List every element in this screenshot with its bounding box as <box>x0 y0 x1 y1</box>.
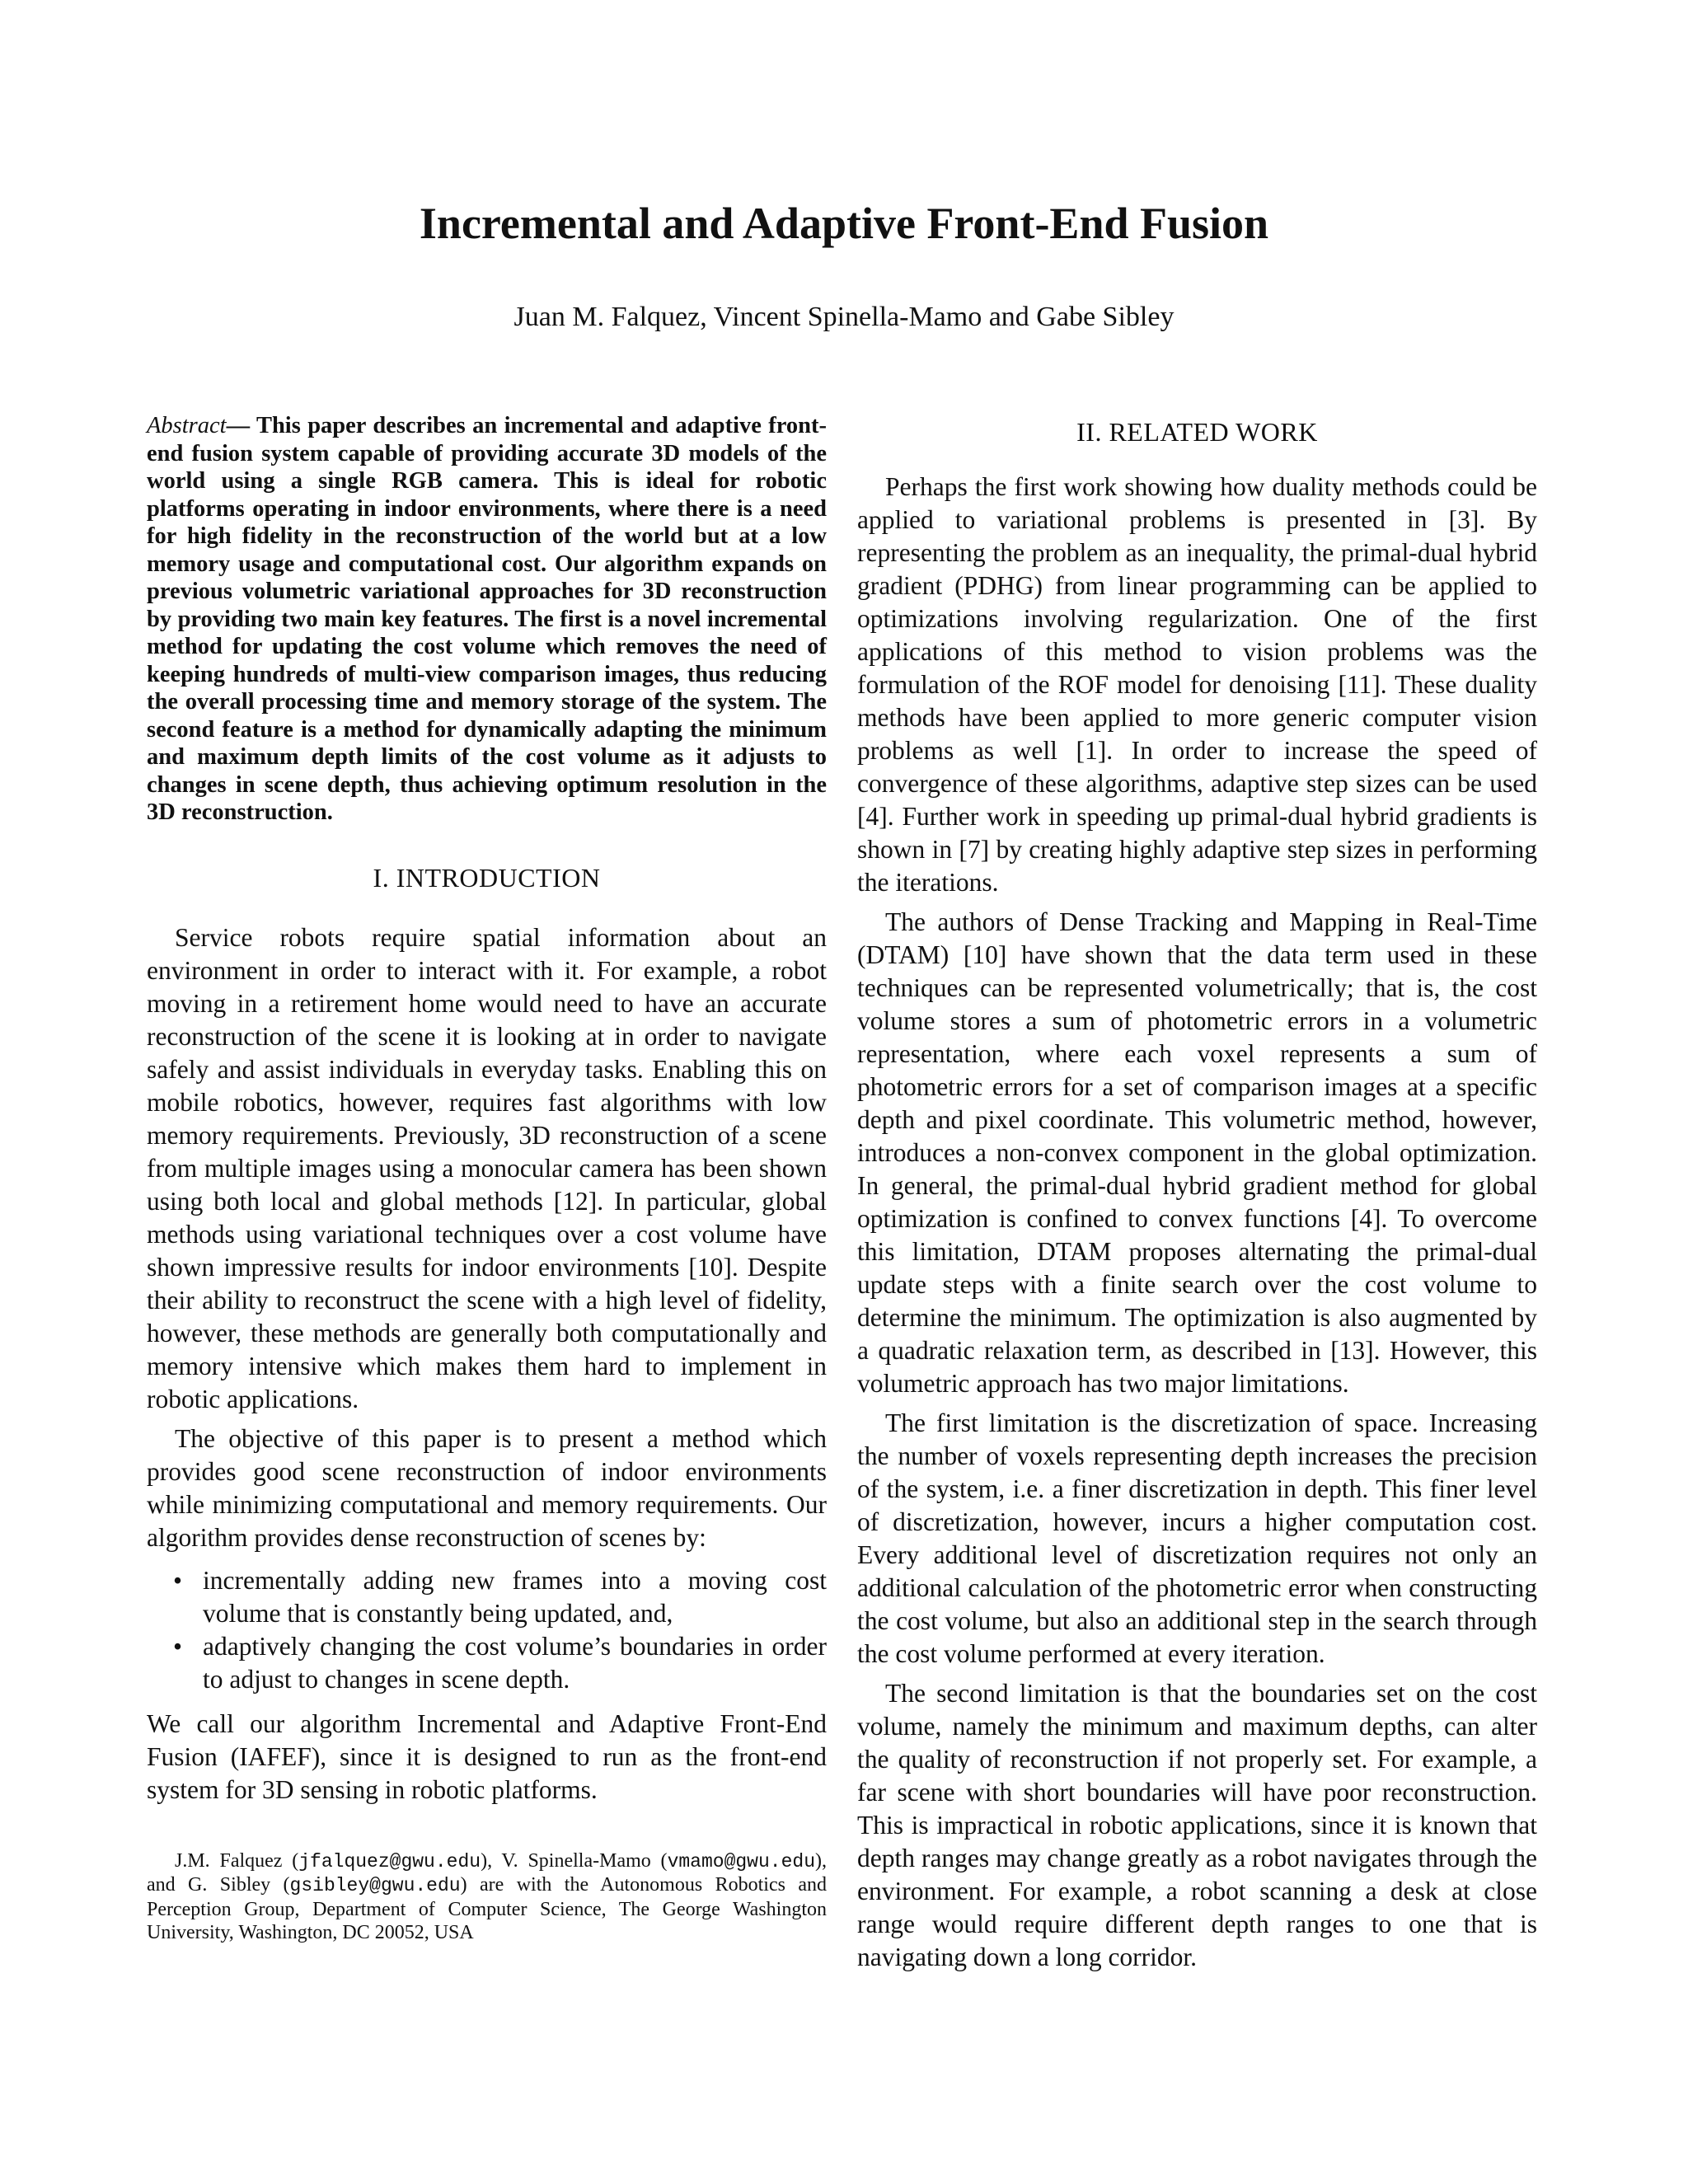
section-heading-related-work: II. RELATED WORK <box>1076 417 1318 447</box>
intro-paragraph-3: We call our algorithm Incremental and Adaptive Front-End Fusion (IAFEF), since it is designed to run as the front-end system for 3D sensing in robotic platforms. <box>147 1708 827 1804</box>
related-paragraph-3: The first limitation is the discretization of space. Increasing the number of voxels representing depth increases the precision of the system, i.e. a finer discretization in depth. This finer level of discretization, however, incurs a higher computation cost. Every additional level of discretization requires not only an additional calculation of the photometric error when constructing the cost volume, but also an additional step in the search through the cost volume performed at every iteration. <box>857 1408 1537 1668</box>
email-link-gsibley[interactable]: gsibley@gwu.edu <box>289 1875 461 1896</box>
footnote-part: J.M. Falquez ( <box>175 1849 299 1872</box>
list-item <box>147 1564 827 1630</box>
abstract-text: This paper describes an incremental and adaptive front-end fusion system capable of providing accurate 3D models of the world using a single RGB camera. This is ideal for robotic platforms operating in indoor environments, where there is a need for high fidelity in the reconstruction of the world but at a low memory usage and computational cost. Our algorithm expands on previous volumetric variational approaches for 3D reconstruction by providing two main key features. The first is a novel incremental method for updating the cost volume which removes the need of keeping hundreds of multi-view comparison images, thus reducing the overall processing time and memory storage of the system. The second feature is a method for dynamically adapting the minimum and maximum depth limits of the cost volume as it adjusts to changes in scene depth, thus achieving optimum resolution in the 3D reconstruction. <box>147 413 827 825</box>
footnote-part: ), V. Spinella-Mamo ( <box>481 1849 668 1872</box>
paper-title: Incremental and Adaptive Front-End Fusion <box>419 199 1269 248</box>
email-link-vmamo[interactable]: vmamo@gwu.edu <box>667 1850 815 1872</box>
related-paragraph-4: The second limitation is that the boundaries set on the cost volume, namely the minimum and maximum depths, can alter the quality of reconstruction if not properly set. For example, a far scene with short boundaries will have poor reconstruction. This is impractical in robotic applications, since it is known that depth ranges may change greatly as a robot navigates through the environment. For example, a robot scanning a desk at close range would require different depth ranges to one that is navigating down a long corridor. <box>857 1679 1537 1971</box>
abstract-dash: — <box>226 413 251 438</box>
footnote-part: ) are with the Autonomous Robotics and Perception Group, Department of Computer Science, The George Washington University, Washington, DC 20052, USA <box>147 1874 828 1943</box>
footnote-text <box>147 1849 827 1945</box>
right-column <box>857 412 1537 1980</box>
list-item <box>147 1630 827 1696</box>
email-link-falquez[interactable]: jfalquez@gwu.edu <box>298 1850 481 1872</box>
list-item-text: adaptively changing the cost volume’s boundaries in order to adjust to changes in scene depth. <box>203 1631 827 1694</box>
author-footnote <box>147 1849 827 1945</box>
bullet-icon: • <box>173 1631 183 1661</box>
abstract-label: Abstract <box>147 413 227 438</box>
related-paragraph-2: The authors of Dense Tracking and Mapping in Real-Time (DTAM) [10] have shown that the data term used in these techniques can be represented volumetrically; that is, the cost volume stores a sum of photometric errors in a volumetric representation, where each voxel represents a sum of photometric errors for a set of comparison images at a specific depth and pixel coordinate. This volumetric method, however, introduces a non-convex component in the global optimization. In general, the primal-dual hybrid gradient method for global optimization is confined to convex functions [4]. To overcome this limitation, DTAM proposes alternating the primal-dual update steps with a finite search over the cost volume to determine the minimum. The optimization is also augmented by a quadratic relaxation term, as described in [13]. However, this volumetric approach has two major limitations. <box>857 907 1537 1398</box>
intro-paragraph-2: The objective of this paper is to present a method which provides good scene reconstruction of indoor environments while minimizing computational and memory requirements. Our algorithm provides dense reconstruction of scenes by: <box>147 1423 827 1552</box>
author-list: Juan M. Falquez, Vincent Spinella-Mamo and Gabe Sibley <box>513 302 1175 332</box>
footnote-part: ), and G. Sibley ( <box>147 1849 827 1896</box>
list-item-text: incrementally adding new frames into a moving cost volume that is constantly being updated, and, <box>203 1565 827 1628</box>
abstract <box>147 412 827 827</box>
bullet-icon: • <box>173 1565 183 1595</box>
contribution-list <box>147 1564 827 1696</box>
related-paragraph-1: Perhaps the first work showing how duality methods could be applied to variational problems is presented in [3]. By representing the problem as an inequality, the primal-dual hybrid gradient (PDHG) from linear programming can be applied to optimizations involving regularization. One of the first applications of this method to vision problems was the formulation of the ROF model for denoising [11]. These duality methods have been applied to more generic computer vision problems as well [1]. In order to increase the speed of convergence of these algorithms, adaptive step sizes can be used [4]. Further work in speeding up primal-dual hybrid gradients is shown in [7] by creating highly adaptive step sizes in performing the iterations. <box>857 472 1537 897</box>
left-column <box>147 412 827 1945</box>
intro-paragraph-1: Service robots require spatial information about an environment in order to interact with it. For example, a robot moving in a retirement home would need to have an accurate reconstruction of the scene it is looking at in order to navigate safely and assist individuals in everyday tasks. Enabling this on mobile robotics, however, requires fast algorithms with low memory requirements. Previously, 3D reconstruction of a scene from multiple images using a monocular camera has been shown using both local and global methods [12]. In particular, global methods using variational techniques over a cost volume have shown impressive results for indoor environments [10]. Despite their ability to reconstruct the scene with a high level of fidelity, however, these methods are generally both computationally and memory intensive which makes them hard to implement in robotic applications. <box>147 922 827 1413</box>
section-heading-introduction: I. INTRODUCTION <box>373 862 601 893</box>
